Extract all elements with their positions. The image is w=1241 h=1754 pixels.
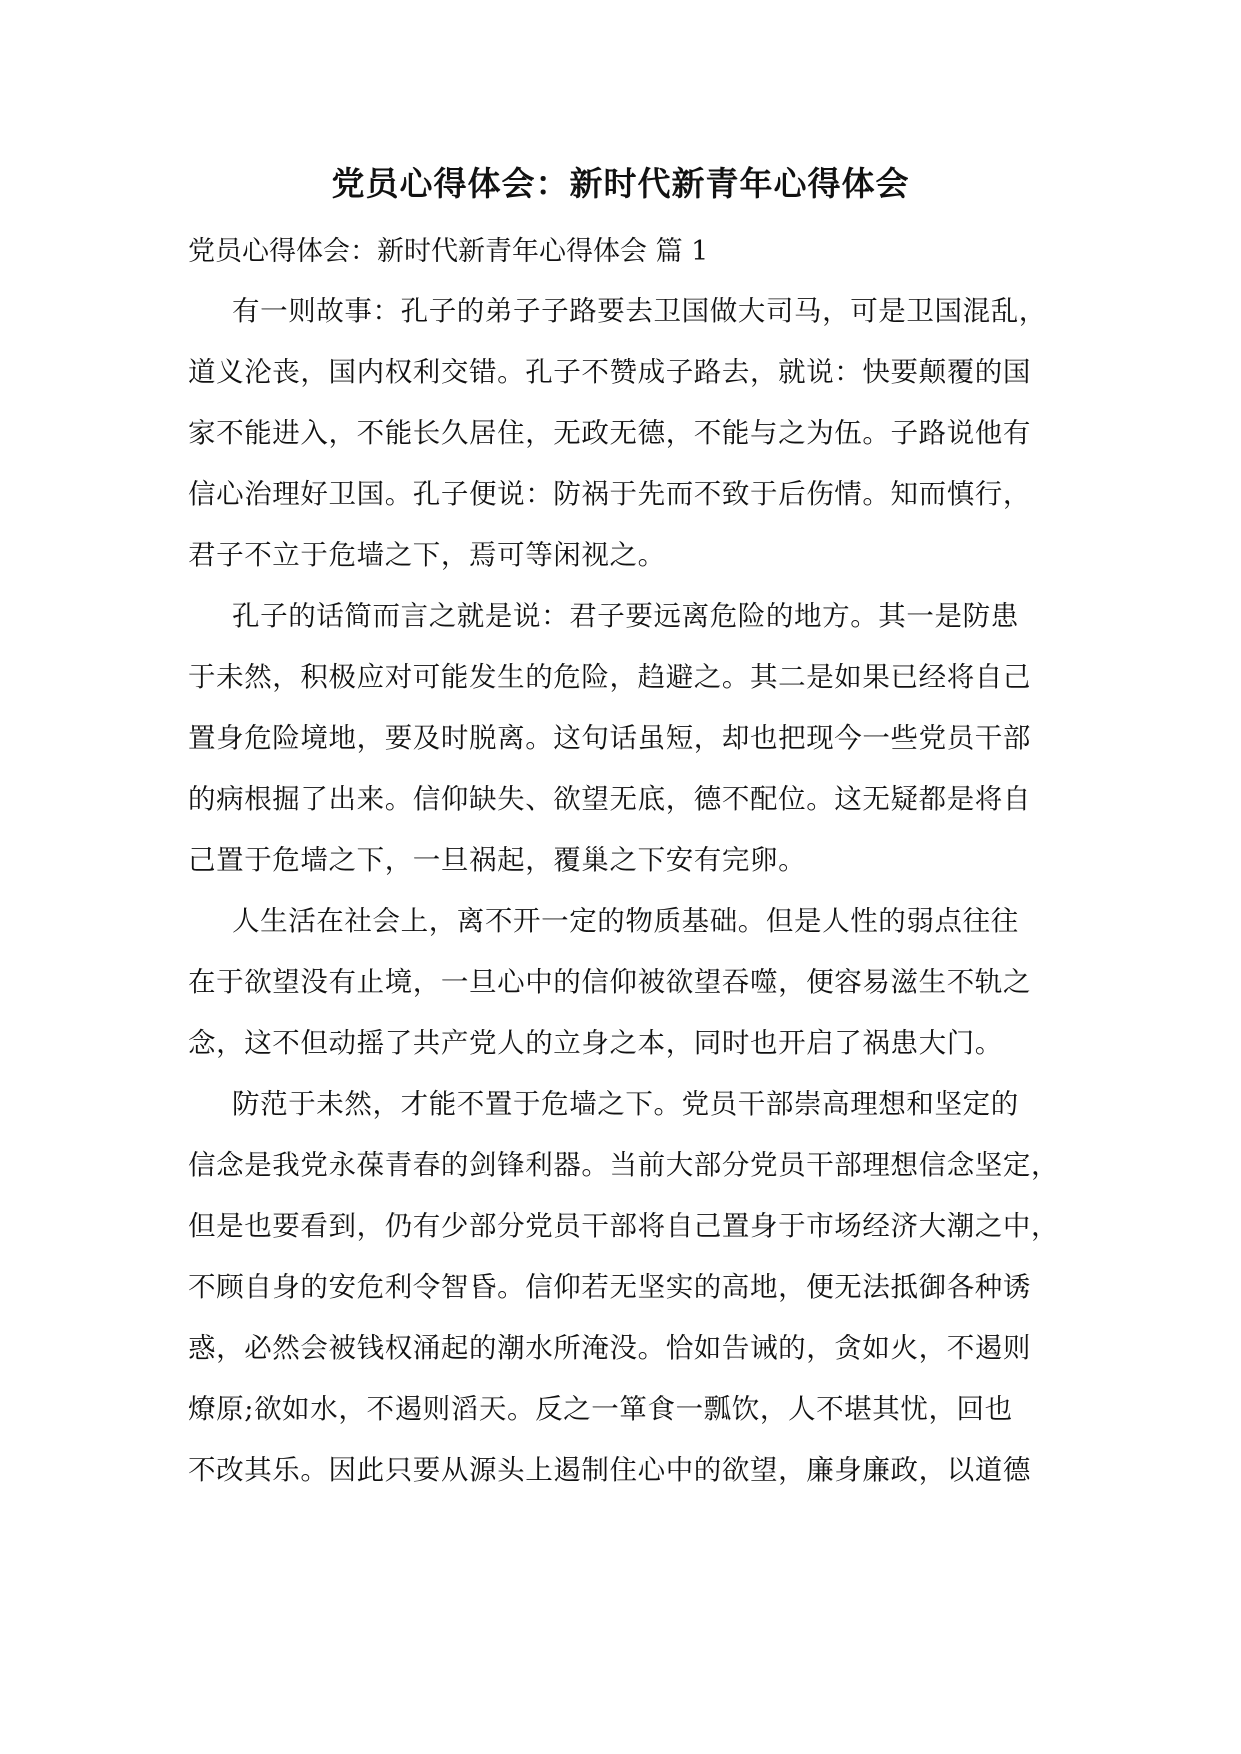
text-line: 信念是我党永葆青春的剑锋利器。当前大部分党员干部理想信念坚定， [188, 1149, 1060, 1181]
text-line: 惑，必然会被钱权涌起的潮水所淹没。恰如告诫的，贪如火，不遏则 [188, 1332, 1031, 1364]
text-line: 置身危险境地，要及时脱离。这句话虽短，却也把现今一些党员干部 [188, 722, 1031, 754]
text-line: 信心治理好卫国。孔子便说：防祸于先而不致于后伤情。知而慎行， [188, 478, 1031, 510]
text-line: 人生活在社会上，离不开一定的物质基础。但是人性的弱点往往 [232, 905, 1019, 937]
text-line: 有一则故事：孔子的弟子子路要去卫国做大司马，可是卫国混乱， [232, 295, 1047, 327]
text-line: 君子不立于危墙之下，焉可等闲视之。 [188, 539, 666, 571]
text-line: 念，这不但动摇了共产党人的立身之本，同时也开启了祸患大门。 [188, 1027, 1003, 1059]
text-line: 家不能进入，不能长久居住，无政无德，不能与之为伍。子路说他有 [188, 417, 1031, 449]
paragraph-1 [188, 281, 1048, 586]
document-body [188, 281, 1060, 1501]
text-line: 道义沦丧，国内权利交错。孔子不赞成子路去，就说：快要颠覆的国 [188, 356, 1031, 388]
paragraph-3 [188, 891, 1048, 1074]
text-line: 于未然，积极应对可能发生的危险，趋避之。其二是如果已经将自己 [188, 661, 1031, 693]
text-line: 己置于危墙之下，一旦祸起，覆巢之下安有完卵。 [188, 844, 807, 876]
paragraph-2 [188, 586, 1048, 891]
section-heading: 党员心得体会：新时代新青年心得体会 篇 1 [188, 236, 709, 267]
document-title: 党员心得体会：新时代新青年心得体会 [331, 164, 910, 203]
paragraph-4 [188, 1074, 1060, 1501]
text-line: 但是也要看到，仍有少部分党员干部将自己置身于市场经济大潮之中， [188, 1210, 1060, 1242]
text-line: 燎原;欲如水，不遏则滔天。反之一箪食一瓢饮，人不堪其忧，回也 [188, 1393, 1013, 1425]
text-line: 的病根掘了出来。信仰缺失、欲望无底，德不配位。这无疑都是将自 [188, 783, 1031, 815]
text-line: 不改其乐。因此只要从源头上遏制住心中的欲望，廉身廉政，以道德 [188, 1454, 1031, 1486]
text-line: 在于欲望没有止境，一旦心中的信仰被欲望吞噬，便容易滋生不轨之 [188, 966, 1031, 998]
text-line: 不顾自身的安危利令智昏。信仰若无坚实的高地，便无法抵御各种诱 [188, 1271, 1031, 1303]
text-line: 孔子的话简而言之就是说：君子要远离危险的地方。其一是防患 [232, 600, 1019, 632]
text-line: 防范于未然，才能不置于危墙之下。党员干部崇高理想和坚定的 [232, 1088, 1019, 1120]
